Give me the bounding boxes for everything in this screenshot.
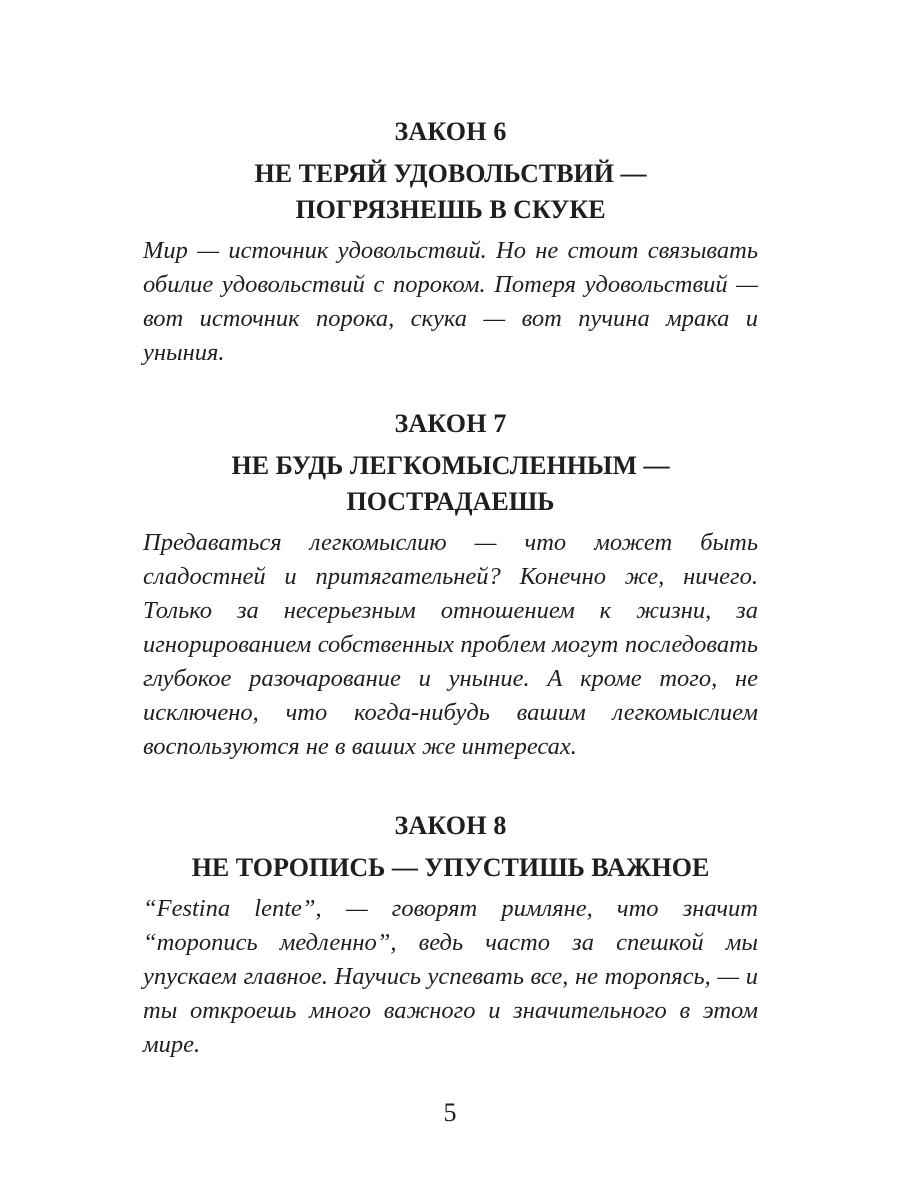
- law-section-6: [143, 114, 758, 370]
- page-content: [143, 114, 758, 1062]
- law-section-8: [143, 808, 758, 1062]
- law-text: “Festina lente”, — говорят римляне, что значит “торопись медленно”, ведь часто за спешкой мы упускаем главное. Научись успевать все, не торопясь, — и ты откроешь много важного и значительного в этом мире.: [143, 895, 758, 1058]
- law-title: НЕ ТЕРЯЙ УДОВОЛЬСТВИЙ — ПОГРЯЗНЕШЬ В СКУКЕ: [254, 159, 647, 224]
- law-title: НЕ ТОРОПИСЬ — УПУСТИШЬ ВАЖНОЕ: [191, 853, 710, 882]
- law-text: Мир — источник удовольствий. Но не стоит связывать обилие удовольствий с пороком. Потеря удовольствий — вот источник порока, скука — вот пучина мрака и уныния.: [143, 237, 758, 366]
- law-number: ЗАКОН 7: [394, 409, 507, 438]
- law-title: НЕ БУДЬ ЛЕГКОМЫСЛЕННЫМ — ПОСТРАДАЕШЬ: [231, 451, 670, 516]
- law-section-7: [143, 406, 758, 764]
- law-number: ЗАКОН 8: [394, 811, 507, 840]
- law-text: Предаваться легкомыслию — что может быть сладостней и притягательней? Конечно же, ничего. Только за несерьезным отношением к жизни, за игнорированием собственных проблем могут последовать глубокое разочарование и уныние. А кроме того, не исключено, что когда-нибудь вашим легкомыслием воспользуются не в ваших же интересах.: [143, 529, 758, 760]
- law-number: ЗАКОН 6: [394, 117, 507, 146]
- page-number: 5: [443, 1098, 457, 1127]
